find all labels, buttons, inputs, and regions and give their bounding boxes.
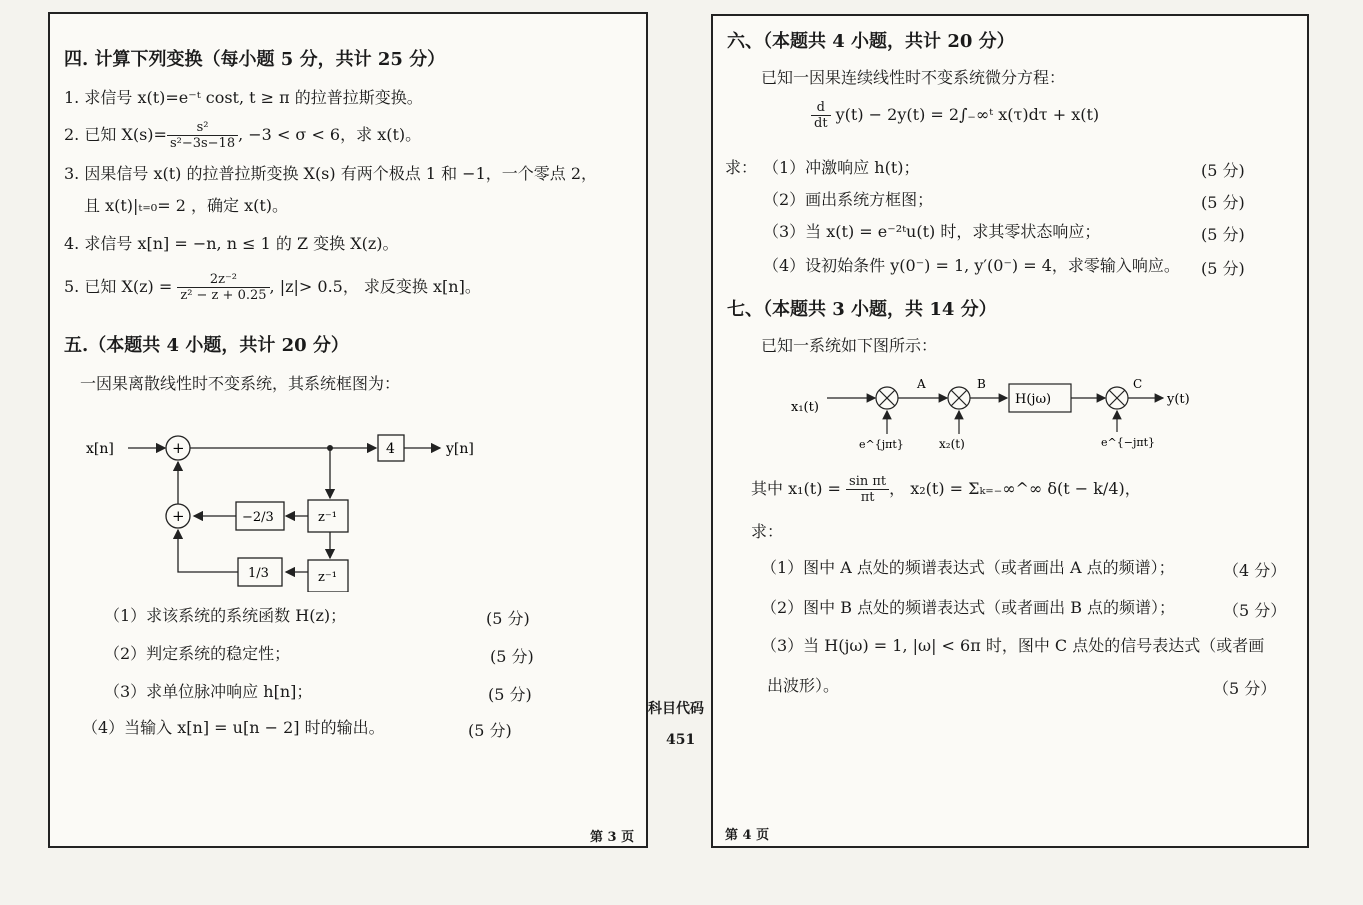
output-label-yn: y[n] [446, 441, 474, 457]
s5-score-3: (5 分) [488, 685, 532, 704]
s5-score-1: (5 分) [486, 609, 530, 628]
s6-score-1: (5 分) [1201, 161, 1245, 180]
s6-score-2: (5 分) [1201, 193, 1245, 212]
y-label: y(t) [1167, 392, 1190, 407]
section-4-title: 四. 计算下列变换（每小题 5 分，共计 25 分） [64, 49, 446, 70]
s4-question-5: 5. 已知 X(z) = $\frac{\text{2z⁻²}}{\text{z² − z + 0.25}}$ , |z|> 0.5， 求反变换 x[n]。 [64, 272, 481, 303]
adder-bottom-sign: + [172, 507, 185, 525]
s5-score-2: (5 分) [490, 647, 534, 666]
point-C-label: C [1133, 377, 1143, 391]
s7-where-line: 其中 x₁(t) = $\frac{\text{sin πt}}{\pi t}$ ， x₂(t) = Σₖ₌₋∞^∞ δ(t − k/4)， [751, 474, 1141, 505]
mod-in-label: e^{jπt} [859, 438, 904, 451]
s6-question-3: （3）当 x(t) = e⁻²ᵗu(t) 时，求其零状态响应； [763, 222, 1101, 241]
filter-label: H(jω) [1015, 392, 1052, 407]
s4-question-3a: 3. 因果信号 x(t) 的拉普拉斯变换 X(s) 有两个极点 1 和 −1，一个零点 2， [64, 164, 598, 183]
subject-code-label: 科目代码 [648, 701, 704, 717]
s5-question-4: （4）当输入 x[n] = u[n − 2] 时的输出。 [82, 718, 385, 737]
s7-question-2: （2）图中 B 点处的频谱表达式（或者画出 B 点的频谱）； [761, 598, 1176, 617]
s5-score-4: (5 分) [468, 721, 512, 740]
section-7-intro: 已知一系统如下图所示： [761, 336, 938, 355]
adder-top-sign: + [172, 439, 185, 457]
s7-question-3b: 出波形）。 [767, 676, 840, 695]
s6-question-4: （4）设初始条件 y(0⁻) = 1, y′(0⁻) = 4，求零输入响应。 [763, 256, 1180, 275]
s7-score-1: （4 分） [1223, 561, 1287, 580]
s5-question-2: （2）判定系统的稳定性； [104, 644, 291, 663]
s7-ask: 求： [751, 522, 784, 541]
s7-question-3a: （3）当 H(jω) = 1, |ω| < 6π 时，图中 C 点处的信号表达式（或者画 [761, 636, 1265, 655]
page-number-left: 第 3 页 [590, 830, 635, 845]
exam-page-left [48, 12, 648, 848]
section-5-title: 五.（本题共 4 小题，共计 20 分） [64, 335, 349, 356]
gain-value: 4 [386, 441, 395, 457]
exam-page-right [711, 14, 1309, 848]
discrete-system-diagram [78, 422, 538, 592]
section-6-title: 六、（本题共 4 小题，共计 20 分） [727, 31, 1015, 52]
s6-score-4: (5 分) [1201, 259, 1245, 278]
s6-question-1: （1）冲激响应 h(t)； [763, 158, 920, 177]
s4-question-4: 4. 求信号 x[n] = −n, n ≤ 1 的 Z 变换 X(z)。 [64, 234, 399, 253]
section-6-intro: 已知一因果连续线性时不变系统微分方程： [761, 68, 1066, 87]
point-A-label: A [917, 377, 926, 391]
q5-fraction: $\frac{\text{2z⁻²}}{\text{z² − z + 0.25}}$ [177, 272, 269, 303]
section-7-title: 七、（本题共 3 小题，共 14 分） [727, 299, 997, 320]
s7-score-3: （5 分） [1213, 679, 1277, 698]
delay-2-label: z⁻¹ [318, 570, 337, 585]
s4-question-3b: 且 x(t)|ₜ₌₀= 2 ，确定 x(t)。 [84, 196, 289, 215]
s5-question-3: （3）求单位脉冲响应 h[n]； [104, 682, 313, 701]
s4-question-1: 1. 求信号 x(t)=e⁻ᵗ cost, t ≥ π 的拉普拉斯变换。 [64, 88, 423, 107]
s6-score-3: (5 分) [1201, 225, 1245, 244]
x1-label: x₁(t) [791, 400, 819, 415]
subject-code-number: 451 [666, 732, 696, 748]
coef-1-label: −2/3 [242, 510, 274, 525]
point-B-label: B [977, 377, 986, 391]
differential-equation: $\frac{d}{dt}$ y(t) − 2y(t) = 2∫₋∞ᵗ x(τ)dτ + x(t) [811, 100, 1099, 131]
x2-label: x₂(t) [939, 437, 965, 451]
s5-question-1: （1）求该系统的系统函数 H(z)； [104, 606, 347, 625]
coef-2-label: 1/3 [248, 566, 269, 581]
delay-1-label: z⁻¹ [318, 510, 337, 525]
input-label-xn: x[n] [86, 441, 114, 457]
s4-question-2: 2. 已知 X(s)= $\frac{\text{s²}}{\text{s²−3s−18}}$ , −3 < σ < 6，求 x(t)。 [64, 120, 422, 151]
mod-out-label: e^{−jπt} [1101, 436, 1156, 449]
modulation-system-diagram [787, 374, 1247, 464]
page-number-right: 第 4 页 [725, 828, 770, 843]
q2-fraction: $\frac{\text{s²}}{\text{s²−3s−18}}$ [167, 120, 238, 151]
s6-question-2: （2）画出系统方框图； [763, 190, 934, 209]
s6-ask: 求： [725, 158, 758, 177]
s7-question-1: （1）图中 A 点处的频谱表达式（或者画出 A 点的频谱）； [761, 558, 1175, 577]
section-5-intro: 一因果离散线性时不变系统，其系统框图为： [80, 374, 401, 393]
s7-score-2: （5 分） [1223, 601, 1287, 620]
